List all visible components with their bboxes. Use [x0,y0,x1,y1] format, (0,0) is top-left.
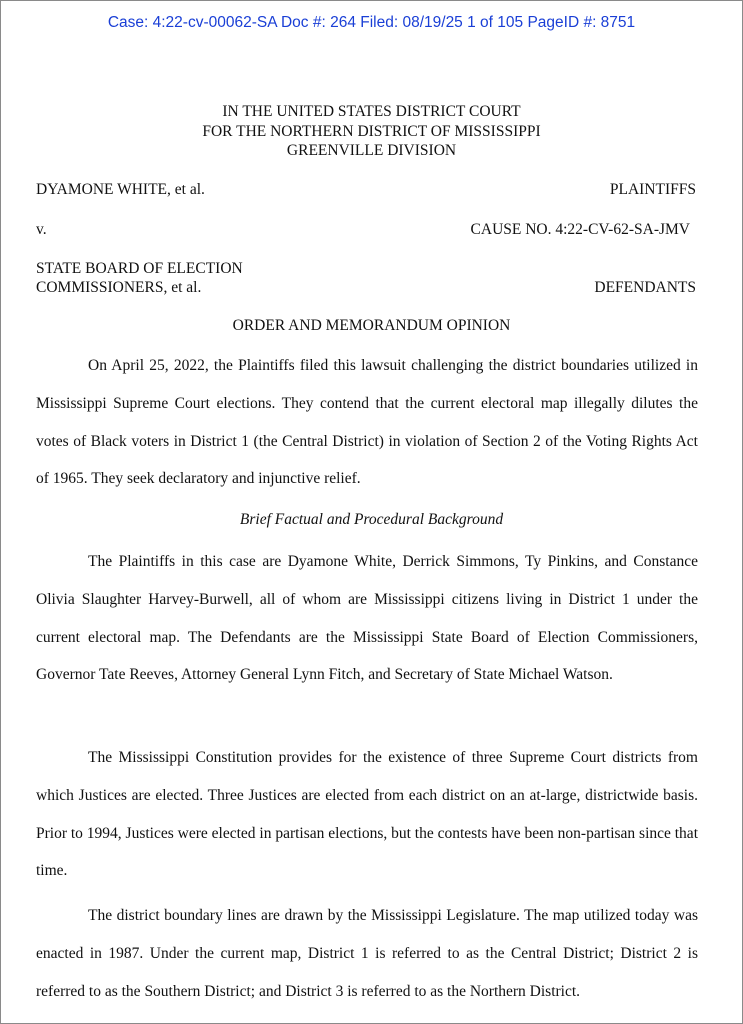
court-line-2: FOR THE NORTHERN DISTRICT OF MISSISSIPPI [202,122,541,140]
court-line-3: GREENVILLE DIVISION [286,142,457,159]
defendant-role: DEFENDANTS [594,279,696,296]
caption-plaintiff-row [36,180,696,200]
court-line-1: IN THE UNITED STATES DISTRICT COURT [222,103,521,120]
paragraph-2: The Plaintiffs in this case are Dyamone White, Derrick Simmons, Ty Pinkins, and Constance Olivia Slaughter Harvey-Burwell, all of whom are Mississippi citizens living in District 1 under the current electoral map. The Defendants are the Mississippi State Board of Election Commissioners, Governor Tate Reeves, Attorney General Lynn Fitch, and Secretary of State Michael Watson. [36,553,698,684]
paragraph-4: The district boundary lines are drawn by the Mississippi Legislature. The map utilized today was enacted in 1987. Under the current map, District 1 is referred to as the Central District; District 2 is referred to as the Southern District; and District 3 is referred to as the Northern District. [36,907,698,1000]
paragraph-3: The Mississippi Constitution provides for the existence of three Supreme Court districts from which Justices are elected. Three Justices are elected from each district on an at-large, districtwide basis. Prior to 1994, Justices were elected in partisan elections, but the contests have been non-partisan since that time. [36,749,698,880]
court-heading [1,102,742,161]
cause-number: CAUSE NO. 4:22-CV-62-SA-JMV [470,221,690,238]
defendant-name-line-1: STATE BOARD OF ELECTION [36,260,243,277]
filing-header-stamp: Case: 4:22-cv-00062-SA Doc #: 264 Filed: 08/19/25 1 of 105 PageID #: 8751 [107,14,636,31]
versus-label: v. [36,221,47,238]
caption-defendant-row-1 [36,259,696,279]
caption-defendant-row-2 [36,278,696,298]
plaintiff-role: PLAINTIFFS [609,181,696,198]
section-heading: Brief Factual and Procedural Background [239,511,504,528]
caption-cause-row [36,220,696,240]
defendant-name-line-2: COMMISSIONERS, et al. [36,279,202,296]
plaintiff-name: DYAMONE WHITE, et al. [36,181,205,198]
document-title: ORDER AND MEMORANDUM OPINION [232,317,511,334]
paragraph-1: On April 25, 2022, the Plaintiffs filed this lawsuit challenging the district boundaries utilized in Mississippi Supreme Court elections. They contend that the current electoral map illegally dilutes the votes of Black voters in District 1 (the Central District) in violation of Section 2 of the Voting Rights Act of 1965. They seek declaratory and injunctive relief. [36,357,698,488]
